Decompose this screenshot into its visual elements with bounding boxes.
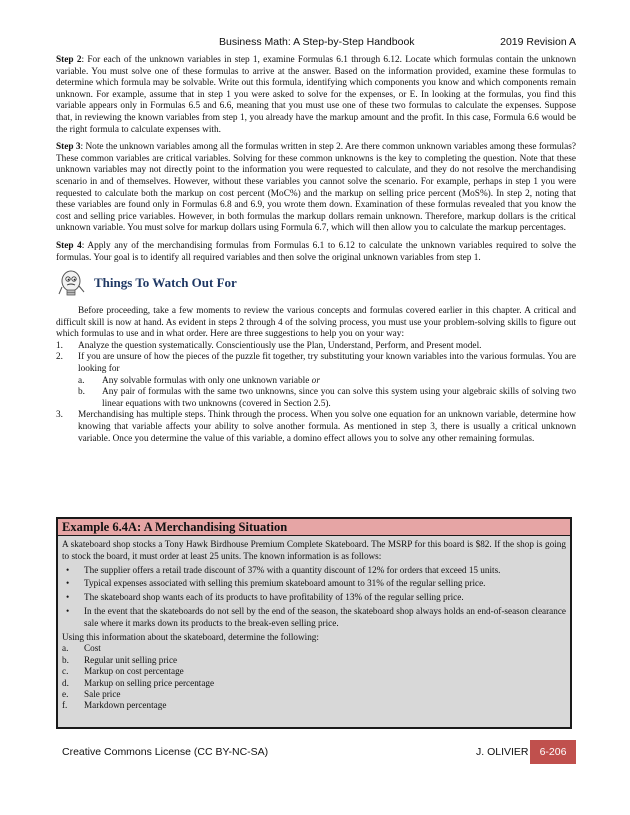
list-item: • Typical expenses associated with selling this premium skateboard amount to 31% of the regular selling price.: [66, 578, 486, 589]
step-label: Step 2: [56, 55, 82, 65]
list-item: 1. Analyze the question systematically. Conscientiously use the Plan, Understand, Perform, and Present model.: [56, 340, 482, 351]
revision-label: 2019 Revision A: [500, 36, 576, 48]
list-item: 2. If you are unsure of how the pieces of the puzzle fit together, try substituting your known variables into the various formulas. You are looking for a. Any solvable formulas with only one unknown variable or b. Any pair of formulas with the same two unknowns, since you can solve this system using your algebraic skills of solving two linear equations with two unknowns (covered in Section 2.5).: [56, 352, 576, 409]
step-4-paragraph: [56, 241, 576, 264]
license-text: Creative Commons License (CC BY-NC-SA): [62, 746, 269, 758]
page-footer: [56, 740, 576, 764]
list-item: • The supplier offers a retail trade discount of 37% with a quantity discount of 12% for orders that exceed 15 units.: [66, 564, 501, 575]
sub-list-item: b. Any pair of formulas with the same two unknowns, since you can solve this system using your algebraic skills of solving two linear equations with two unknowns (covered in Section 2.5).: [78, 387, 576, 409]
list-item: b. Regular unit selling price: [62, 654, 178, 665]
author-name: J. OLIVIER: [476, 746, 529, 758]
page-header: [56, 36, 576, 50]
step-text: : Apply any of the merchandising formulas from Formulas 6.1 to 6.12 to calculate the unknown variables required to solve the formulas. Your goal is to identify all required variables and then solve the original unknown variables from step 1.: [56, 240, 576, 263]
step-label: Step 3: [56, 142, 81, 153]
example-box: [56, 517, 572, 729]
example-body: [58, 536, 570, 712]
watch-intro: Before proceeding, take a few moments to review the various concepts and formulas covered earlier in this chapter. A critical and difficult skill is now at hand. As evident in steps 2 through 4 of the solving process, you must use your problem-solving skills to figure out which formulas to use and in what order. Here are three suggestions to help you on your way:: [56, 306, 576, 340]
list-item: e. Sale price: [62, 689, 121, 699]
step-text: : For each of the unknown variables in step 1, examine Formulas 6.1 through 6.12. Locate which formulas contain the unknown variable. You must solve one of these formulas to arrive at the answer. Based on the information provided, examine these formulas to determine which formula may be solvable. Write out this formula, identifying which components you know and which components remain unknown. For example, assume that in step 1 you were asked to solve for the expenses, or E. In looking at the formulas, you find this variable appears only in Formulas 6.5 and 6.6, meaning that you must use one of these two formulas to calculate the expenses. Suppose that, in reviewing the known variables from step 1, you already have the markup amount and the profit. In this case, Formula 6.6 would be the right formula to calculate expenses with.: [56, 55, 576, 135]
list-item: a. Cost: [62, 643, 101, 654]
list-item: c. Markup on cost percentage: [62, 666, 184, 677]
watch-out-title: Things To Watch Out For: [94, 275, 237, 291]
step-2-paragraph: [56, 55, 576, 136]
question-list: [62, 643, 566, 711]
example-title: Example 6.4A: A Merchandising Situation: [58, 519, 570, 536]
main-content: [56, 55, 576, 445]
list-item: d. Markup on selling price percentage: [62, 677, 215, 688]
list-item: f. Markdown percentage: [62, 700, 167, 711]
step-label: Step 4: [56, 240, 82, 251]
page-number-badge: 6-206: [530, 740, 576, 764]
list-item: 3. Merchandising has multiple steps. Think through the process. When you solve one equation for an unknown variable, determine how knowing that variable affects your ability to solve another formula. As mentioned in step 3, there is usually a critical unknown variable. Once you determine the value of this variable, a domino effect allows you to solve any other remaining formulas.: [56, 410, 576, 444]
sub-list-item: a. Any solvable formulas with only one unknown variable or: [78, 375, 320, 386]
lightbulb-icon: [58, 270, 86, 300]
list-item: • The skateboard shop wants each of its products to have profitability of 13% of the regular selling price.: [66, 592, 464, 603]
example-lead: Using this information about the skateboard, determine the following:: [62, 631, 319, 642]
step-text: : Note the unknown variables among all the formulas written in step 2. Are there common unknown variables among these formulas? These common variables are critical variables. Solving for these common unknowns is the key to completing the question. Note that these unknown variables may not directly point to the information you were requested to calculate, and they do not resolve the merchandising scenario in and of themselves. However, without these variables you cannot solve the scenario. For example, perhaps in step 1 you were requested to calculate both the markup on cost percent (MoC%) and the markup on selling price percent (MoS%). In step 2, noting that these variables are found only in Formulas 6.8 and 6.9, you wrote them down. Examination of these formulas revealed that you know the cost and selling price variables. However, in both formulas the markup dollars remain unknown. Therefore, markup dollars is the critical unknown variable. You must solve for markup dollars using Formula 6.7, which will then allow you to calculate the markup percentages.: [56, 142, 576, 234]
book-title: Business Math: A Step-by-Step Handbook: [219, 36, 415, 48]
suggestion-list: [56, 341, 576, 445]
known-info-list: [62, 565, 566, 630]
step-3-paragraph: [56, 142, 576, 235]
watch-out-heading: [56, 270, 576, 302]
sub-list: [78, 376, 576, 411]
list-item: • In the event that the skateboards do not sell by the end of the season, the skateboard shop always holds an end-of-season clearance sale where it marks down its products to the break-even selling price.: [66, 605, 566, 628]
example-intro: A skateboard shop stocks a Tony Hawk Birdhouse Premium Complete Skateboard. The MSRP for this board is $82. If the shop is going to stock the board, it must order at least 25 units. The known information is as follows:: [62, 539, 566, 561]
